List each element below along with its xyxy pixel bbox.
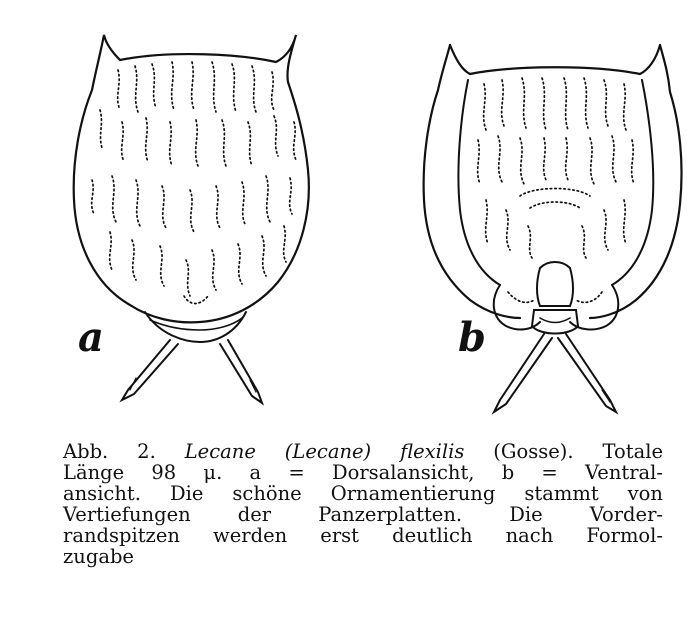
caption-species-name: Lecane (Lecane) flexilis	[184, 440, 465, 463]
dorsal-view-drawing	[74, 35, 309, 403]
caption-line-1	[63, 441, 663, 462]
caption-line-2: Länge 98 μ. a = Dorsalansicht, b = Ventral-	[63, 461, 663, 484]
caption-line-3: ansicht. Die schöne Ornamentierung stammt von	[63, 482, 663, 505]
panel-label-b: b	[458, 314, 486, 361]
caption-line-4: Vertiefungen der Panzerplatten. Die Vorder-	[63, 503, 663, 526]
figure-caption	[63, 441, 663, 567]
caption-prefix: Abb. 2.	[63, 440, 185, 463]
caption-line-6: zugabe	[63, 545, 134, 568]
panel-label-a: a	[78, 314, 104, 361]
caption-author: (Gosse). Totale	[464, 440, 663, 463]
caption-line-5: randspitzen werden erst deutlich nach Formol-	[63, 524, 663, 547]
